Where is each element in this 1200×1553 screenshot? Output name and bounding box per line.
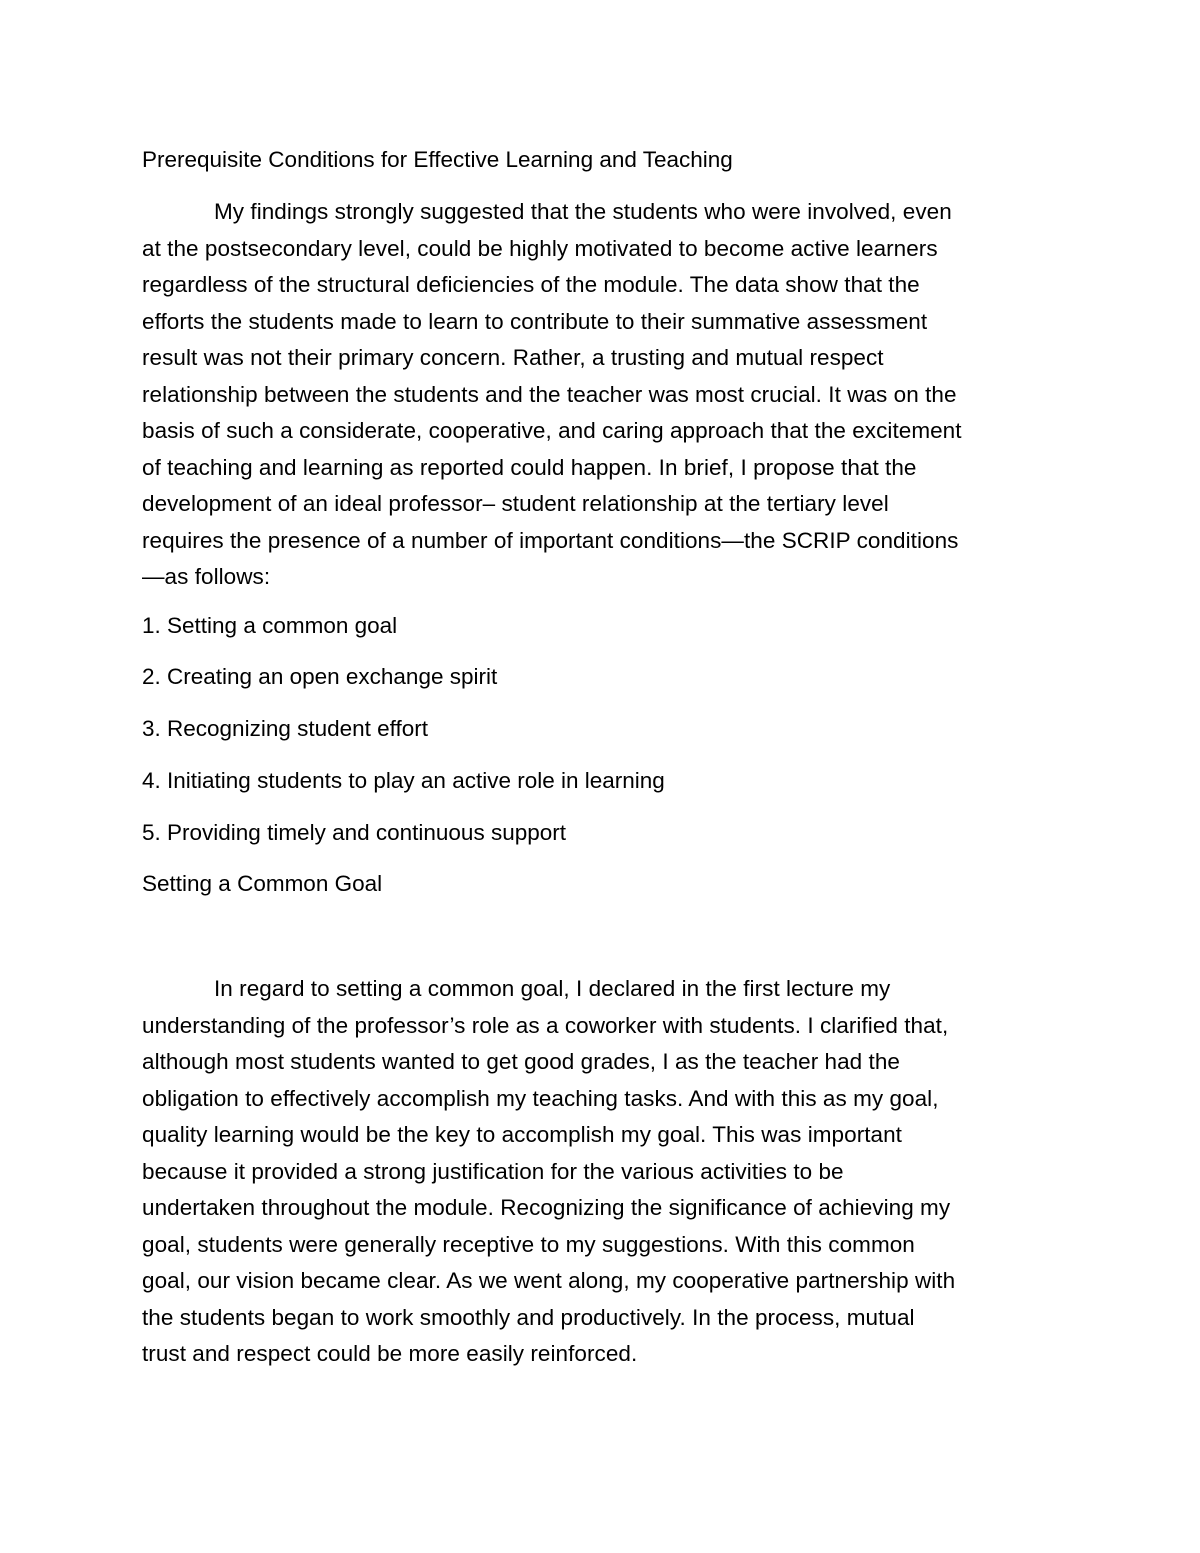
paragraph-2-line: quality learning would be the key to accomplish my goal. This was important (142, 1122, 902, 1147)
paragraph-1-line: development of an ideal professor– student relationship at the tertiary level (142, 491, 889, 516)
paragraph-2-line: understanding of the professor’s role as a coworker with students. I clarified that, (142, 1012, 949, 1038)
paragraph-2-line: trust and respect could be more easily reinforced. (142, 1341, 638, 1366)
section-subheading: Setting a Common Goal (142, 871, 383, 896)
paragraph-1 (142, 194, 1072, 596)
paragraph-2 (142, 971, 1072, 1373)
list-item: 1. Setting a common goal (142, 613, 398, 638)
paragraph-2-line: although most students wanted to get good grades, I as the teacher had the (142, 1049, 900, 1074)
paragraph-1-line: My findings strongly suggested that the students who were involved, even (214, 199, 952, 224)
list-item: 2. Creating an open exchange spirit (142, 664, 498, 689)
paragraph-2-line: In regard to setting a common goal, I declared in the first lecture my (214, 976, 891, 1001)
paragraph-2-line: obligation to effectively accomplish my teaching tasks. And with this as my goal, (142, 1085, 939, 1111)
document-title: Prerequisite Conditions for Effective Learning and Teaching (142, 147, 733, 172)
paragraph-1-line: efforts the students made to learn to contribute to their summative assessment (142, 308, 928, 334)
paragraph-1-line: relationship between the students and the teacher was most crucial. It was on the (142, 381, 957, 407)
paragraph-1-line: at the postsecondary level, could be highly motivated to become active learners (142, 235, 938, 261)
paragraph-2-line: undertaken throughout the module. Recognizing the significance of achieving my (142, 1195, 951, 1220)
paragraph-1-line: of teaching and learning as reported could happen. In brief, I propose that the (142, 454, 917, 480)
paragraph-2-line: the students began to work smoothly and productively. In the process, mutual (142, 1304, 915, 1330)
list-item: 5. Providing timely and continuous support (142, 820, 566, 845)
paragraph-2-line: goal, students were generally receptive to my suggestions. With this common (142, 1231, 915, 1257)
paragraph-2-line: goal, our vision became clear. As we went along, my cooperative partnership with (142, 1268, 956, 1293)
paragraph-1-line: regardless of the structural deficiencies of the module. The data show that the (142, 272, 920, 297)
list-item: 4. Initiating students to play an active role in learning (142, 768, 665, 793)
list-item: 3. Recognizing student effort (142, 716, 429, 741)
paragraph-1-line: result was not their primary concern. Rather, a trusting and mutual respect (142, 345, 884, 370)
paragraph-1-line: requires the presence of a number of important conditions—the SCRIP conditions (142, 527, 959, 553)
paragraph-1-line: —as follows: (142, 564, 271, 589)
paragraph-2-line: because it provided a strong justification for the various activities to be (142, 1158, 844, 1184)
paragraph-1-line: basis of such a considerate, cooperative, and caring approach that the excitement (142, 418, 962, 443)
